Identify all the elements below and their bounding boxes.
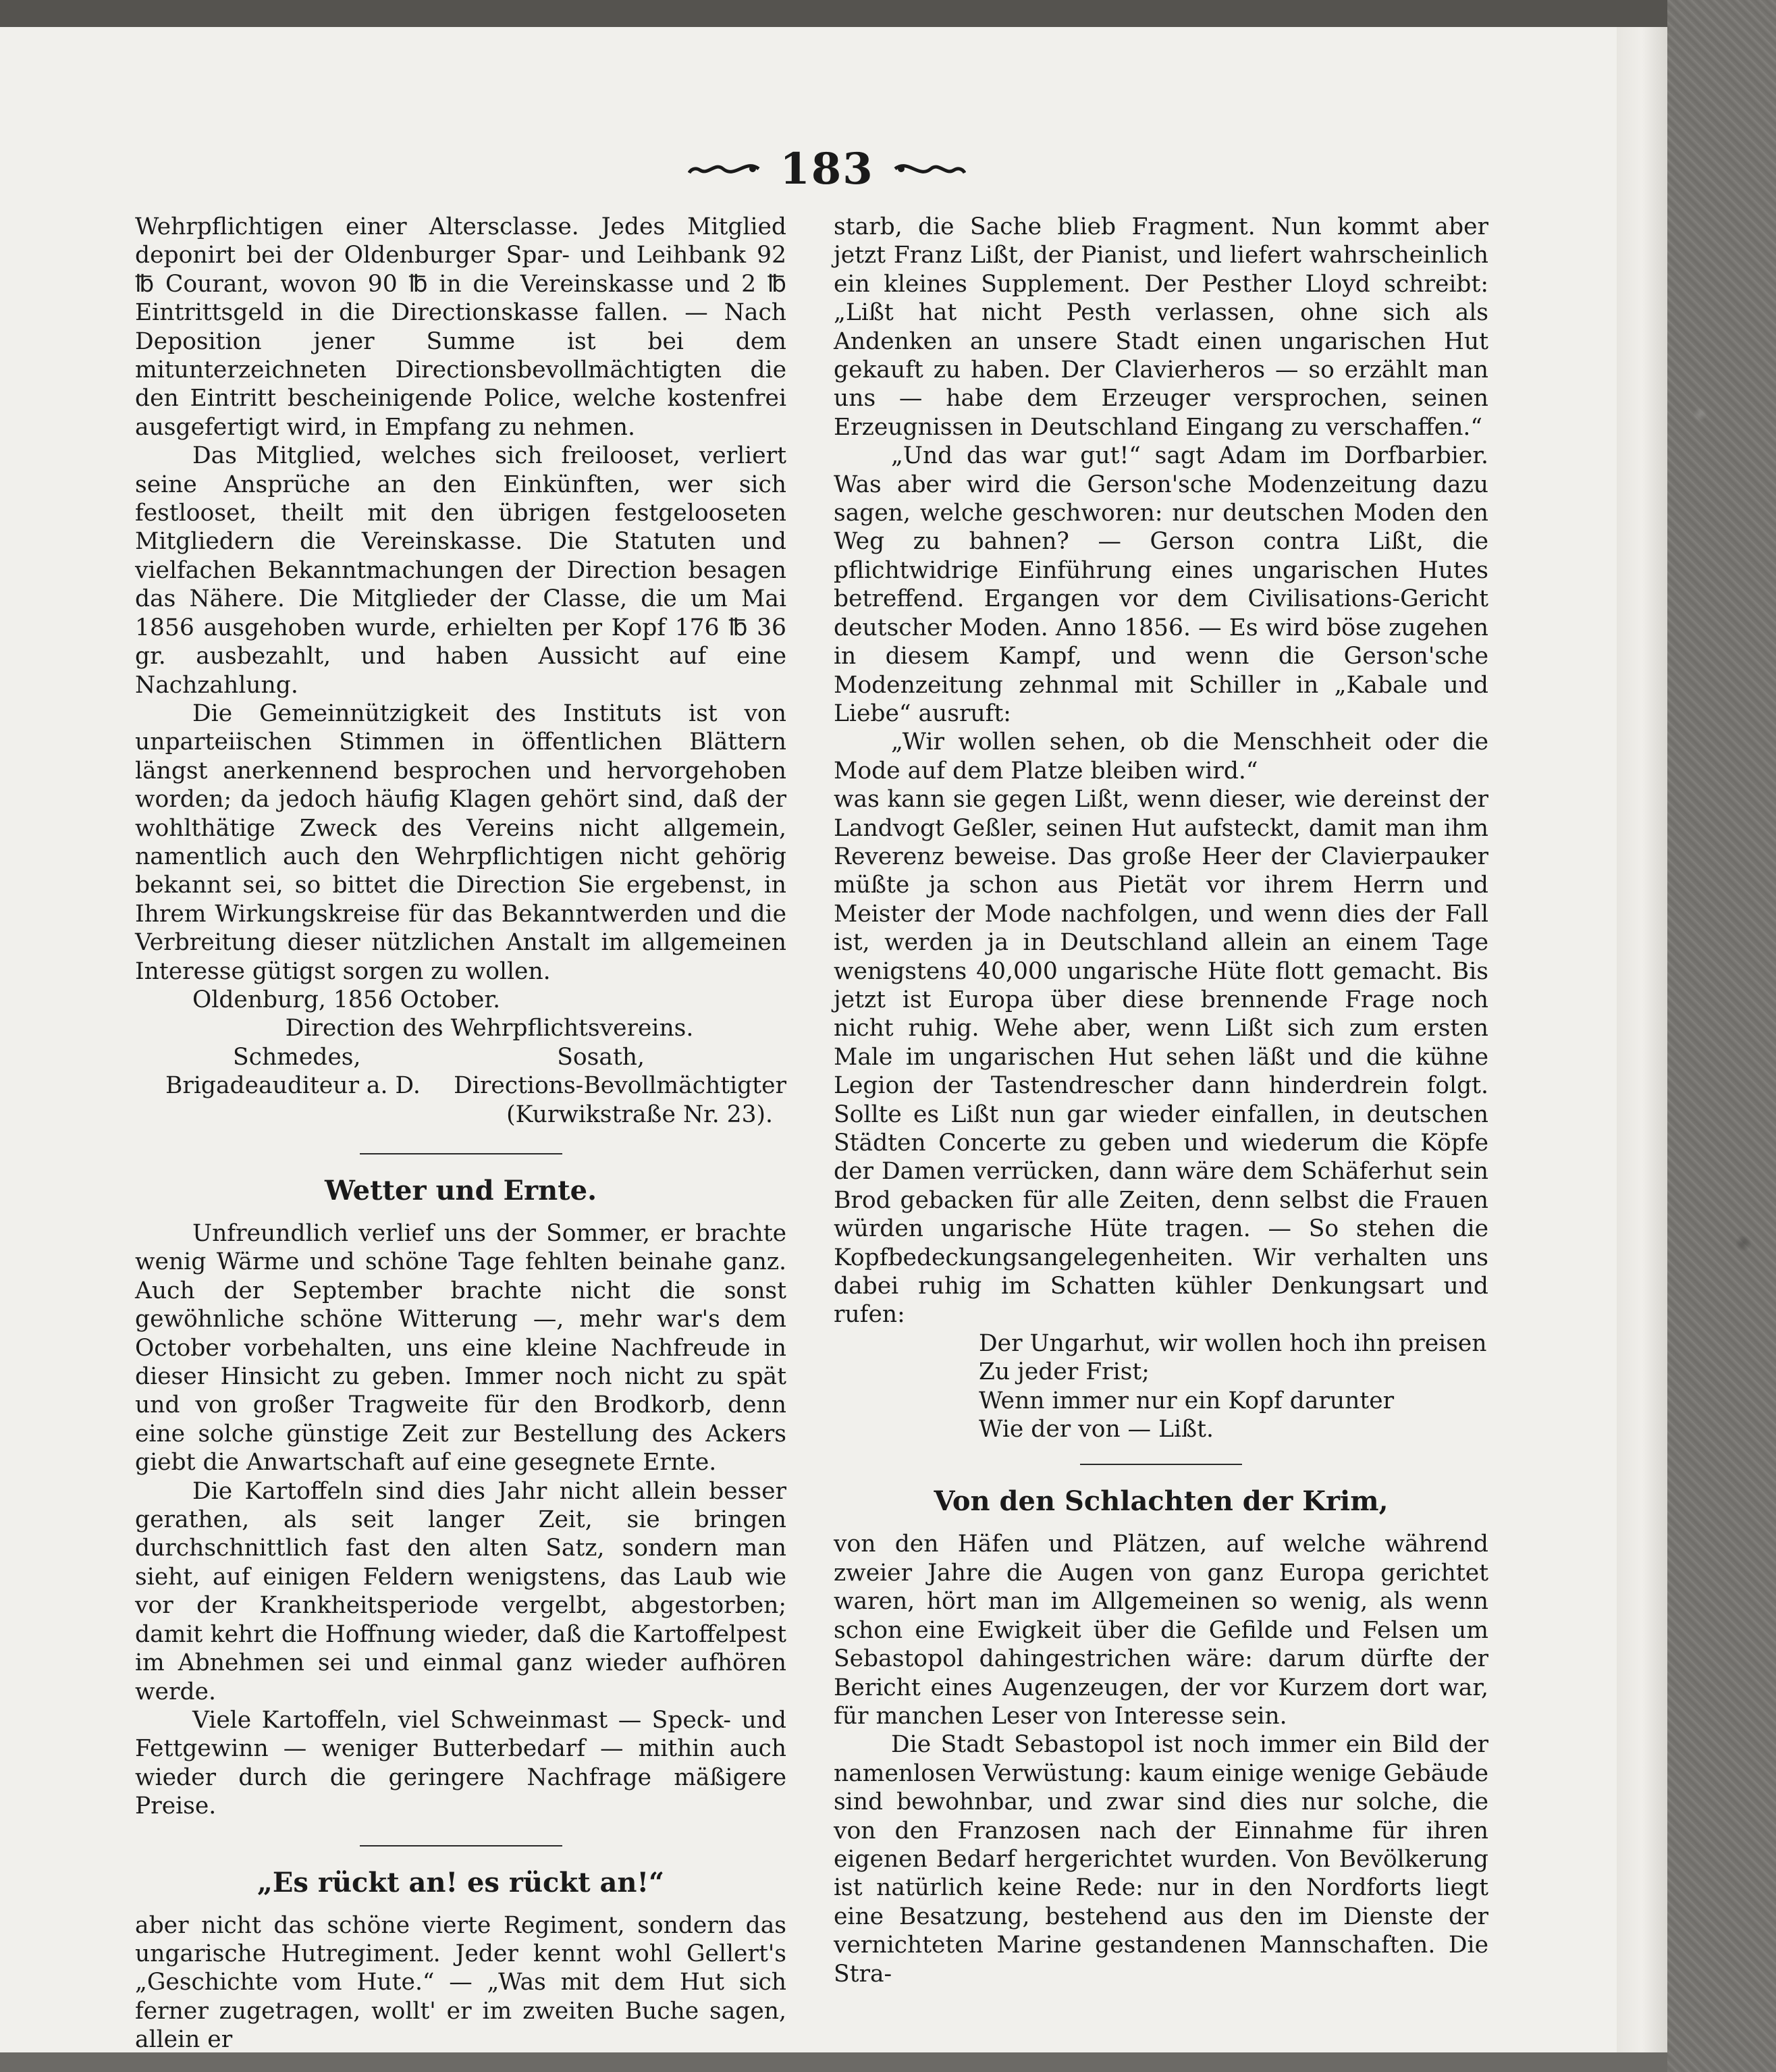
quote-schiller: „Wir wollen sehen, ob die Menschheit oder die Mode auf dem Platze bleiben wird.“: [834, 728, 1488, 785]
paragraph-left-2: Das Mitglied, welches sich freilooset, verliert seine Ansprüche an den Einkünften, wer sich festlooset, theilt mit den übrigen festgelooseten Mitgliedern die Vereinskasse. Die Statuten und vielfachen Bekanntmachungen der Direction besagen das Nähere. Die Mitglieder der Classe, die um Mai 1856 ausgehoben wurde, erhielten per Kopf 176 ℔ 36 gr. ausbezahlt, und haben Aussicht auf eine Nachzahlung.: [135, 442, 786, 699]
signer-address-line: [135, 1100, 786, 1129]
paragraph-weather-1: Unfreundlich verlief uns der Sommer, er brachte wenig Wärme und schöne Tage fehlten beinahe ganz. Auch der September brachte nicht die sonst gewöhnliche schöne Witterung —, mehr war's dem October vorbehalten, uns eine kleine Nachfreude in dieser Hinsicht zu geben. Immer noch nicht zu spät und von großer Tragweite für den Brodkorb, denn eine solche günstige Zeit zur Bestellung des Ackers giebt die Anwartschaft auf eine gesegnete Ernte.: [135, 1220, 786, 1477]
heading-krim: Von den Schlachten der Krim,: [934, 1485, 1389, 1518]
verse-line-3: Wenn immer nur ein Kopf darunter: [979, 1387, 1395, 1414]
scan-top-border: [0, 0, 1667, 27]
page-number: 183: [780, 143, 874, 194]
signer-right-name: Sosath,: [557, 1043, 645, 1071]
heading-hat: „Es rückt an! es rückt an!“: [257, 1866, 665, 1898]
paragraph-right-1: starb, die Sache blieb Fragment. Nun kommt aber jetzt Franz Lißt, der Pianist, und liefert wahrscheinlich ein kleines Supplement. Der Pesther Lloyd schreibt: „Lißt hat nicht Pesth verlassen, ohne sich als Andenken an unsere Stadt einen ungarischen Hut gekauft zu haben. Der Clavierheros — so erzählt man uns — habe dem Erzeuger versprochen, seinen Erzeugnissen in Deutschland Eingang zu verschaffen.“: [834, 213, 1488, 441]
right-flourish-icon: [892, 155, 966, 182]
section-divider: [360, 1845, 562, 1847]
heading-weather: Wetter und Ernte.: [324, 1175, 597, 1206]
section-divider: [360, 1153, 562, 1154]
signer-right-role: Directions-Bevollmächtigter: [454, 1072, 786, 1100]
signer-roles: [135, 1071, 786, 1100]
paragraph-left-3: Die Gemeinnützigkeit des Instituts ist von unparteiischen Stimmen in öffentlichen Blättern längst anerkennend besprochen und hervorgehoben worden; da jedoch häufig Klagen gehört sind, daß der wohlthätige Zweck des Vereins nicht allgemein, namentlich auch den Wehrpflichtigen nicht gehörig bekannt sei, so bittet die Direction Sie ergebenst, in Ihrem Wirkungskreise für das Bekanntwerden und die Verbreitung dieser nützlichen Anstalt im allgemeinen Interesse gütigst sorgen zu wollen.: [135, 699, 786, 985]
signer-left-name: Schmedes,: [233, 1043, 361, 1071]
book-cover-edge: [1667, 0, 1776, 2072]
right-column: [834, 213, 1488, 1988]
signer-left-role: Brigadeauditeur a. D.: [165, 1072, 421, 1100]
page-edge: [1617, 27, 1667, 2052]
verse-line-1: Der Ungarhut, wir wollen hoch ihn preisen: [979, 1329, 1487, 1357]
dateline: Oldenburg, 1856 October.: [192, 986, 501, 1013]
verse-line-4: Wie der von — Lißt.: [979, 1416, 1214, 1443]
paragraph-weather-3: Viele Kartoffeln, viel Schweinmast — Speck- und Fettgewinn — weniger Butterbedarf — mithin auch wieder durch die geringere Nachfrage mäßigere Preise.: [135, 1706, 786, 1820]
verse-line-2: Zu jeder Frist;: [979, 1358, 1150, 1386]
paragraph-krim-1: von den Häfen und Plätzen, auf welche während zweier Jahre die Augen von ganz Europa gerichtet waren, hört man im Allgemeinen so wenig, als wenn schon eine Ewigkeit über die Gefilde und Felsen um Sebastopol dahingestrichen wäre: darum dürfte der Bericht eines Augenzeugen, der vor Kurzem dort war, für manchen Leser von Interesse sein.: [834, 1531, 1488, 1730]
paragraph-left-1: Wehrpflichtigen einer Altersclasse. Jedes Mitglied deponirt bei der Oldenburger Spar- und Leihbank 92 ℔ Courant, wovon 90 ℔ in die Vereinskasse und 2 ℔ Eintrittsgeld in die Directionskasse fallen. — Nach Deposition jener Summe ist bei dem mitunterzeichneten Directionsbevollmächtigten die den Eintritt bescheinigende Police, welche kostenfrei ausgefertigt wird, in Empfang zu nehmen.: [135, 213, 786, 441]
paragraph-hat-1: aber nicht das schöne vierte Regiment, sondern das ungarische Hutregiment. Jeder kennt wohl Gellert's „Geschichte vom Hute.“ — „Was mit dem Hut sich ferner zugetragen, wollt' er im zweiten Buche sagen, allein er: [135, 1911, 786, 2052]
paragraph-right-2: „Und das war gut!“ sagt Adam im Dorfbarbier. Was aber wird die Gerson'sche Modenzeitung dazu sagen, welche geschworen: nur deutschen Moden den Weg zu bahnen? — Gerson contra Lißt, die pflichtwidrige Einführung eines ungarischen Hutes betreffend. Ergangen vor dem Civilisations-Gericht deutscher Moden. Anno 1856. — Es wird böse zugehen in diesem Kampf, und wenn die Gerson'sche Modenzeitung zehnmal mit Schiller in „Kabale und Liebe“ ausruft:: [834, 442, 1488, 727]
paragraph-krim-2: Die Stadt Sebastopol ist noch immer ein Bild der namenlosen Verwüstung: kaum einige wenige Gebäude sind bewohnbar, und zwar sind dies nur solche, die von den Franzosen nach der Einnahme für ihren eigenen Bedarf hergerichtet wurden. Von Bevölkerung ist natürlich keine Rede: nur in den Nordforts liegt eine Besatzung, bestehend aus den im Dienste der vernichteten Marine gestandenen Mannschaften. Die Stra-: [834, 1731, 1488, 1988]
paragraph-right-3: was kann sie gegen Lißt, wenn dieser, wie dereinst der Landvogt Geßler, seinen Hut aufsteckt, damit man ihm Reverenz beweise. Das große Heer der Clavierpauker müßte ja schon aus Pietät vor ihrem Herrn und Meister der Mode nachfolgen, und wenn dies der Fall ist, werden ja in Deutschland allein an einem Tage wenigstens 40,000 ungarische Hüte flott gemacht. Bis jetzt ist Europa über diese brennende Frage noch nicht ruhig. Wehe aber, wenn Lißt sich zum ersten Male im ungarischen Hut sehen läßt und die kühne Legion der Tastendrescher dann hinderdrein folgt. Sollte es Lißt nun gar wieder einfallen, in deutschen Städten Concerte zu geben und wiederum die Köpfe der Damen verrücken, dann wäre dem Schäferhut sein Brod gebacken für alle Zeiten, denn selbst die Frauen würden ungarische Hüte tragen. — So stehen die Kopfbedeckungsangelegenheiten. Wir verhalten uns dabei ruhig im Schatten kühler Denkungsart und rufen:: [834, 786, 1488, 1329]
signature-title: Direction des Wehrpflichtsvereins.: [285, 1015, 694, 1042]
left-column: [135, 213, 786, 2052]
page-header: [0, 138, 1654, 199]
left-flourish-icon: [688, 155, 762, 182]
signer-right-address: (Kurwikstraße Nr. 23).: [506, 1100, 773, 1128]
newspaper-page: [0, 27, 1667, 2052]
section-divider: [1080, 1464, 1242, 1465]
signer-names: [135, 1043, 786, 1071]
paragraph-weather-2: Die Kartoffeln sind dies Jahr nicht allein besser gerathen, als seit langer Zeit, sie bringen durchschnittlich fast den alten Satz, sondern man sieht, auf einigen Feldern wenigstens, das Laub wie vor der Krankheitsperiode vergelbt, abgestorben; damit kehrt die Hoffnung wieder, daß die Kartoffelpest im Abnehmen sei und einmal ganz wieder aufhören werde.: [135, 1477, 786, 1705]
